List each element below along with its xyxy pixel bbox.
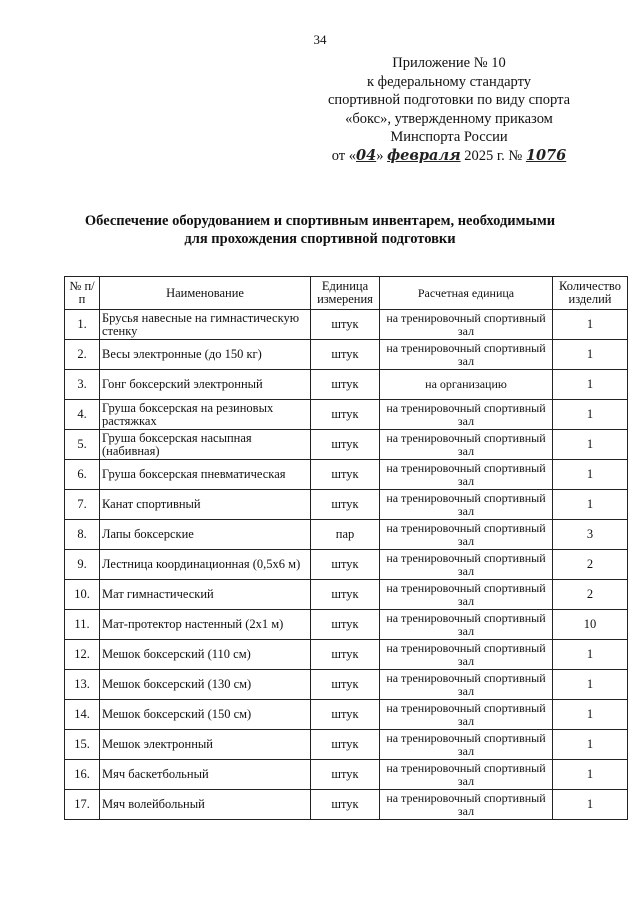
cell-num: 15. [65, 730, 100, 760]
cell-qty: 2 [553, 550, 628, 580]
cell-num: 1. [65, 310, 100, 340]
header-calc: Расчетная единица [380, 277, 553, 310]
cell-unit: штук [311, 790, 380, 820]
cell-unit: штук [311, 490, 380, 520]
header-num: № п/п [65, 277, 100, 310]
cell-calc: на тренировочный спортивный зал [380, 610, 553, 640]
table-row [65, 490, 628, 520]
table-row [65, 730, 628, 760]
cell-name: Брусья навесные на гимнастическую стенку [100, 310, 311, 340]
cell-num: 4. [65, 400, 100, 430]
cell-unit: штук [311, 580, 380, 610]
cell-qty: 1 [553, 640, 628, 670]
title-line-1: Обеспечение оборудованием и спортивным инвентарем, необходимыми [84, 213, 556, 229]
handwritten-order-number: 1076 [525, 146, 567, 164]
table-row [65, 670, 628, 700]
cell-num: 17. [65, 790, 100, 820]
cell-name: Мешок электронный [100, 730, 311, 760]
cell-num: 11. [65, 610, 100, 640]
table-row [65, 340, 628, 370]
cell-name: Мешок боксерский (110 см) [100, 640, 311, 670]
cell-num: 2. [65, 340, 100, 370]
cell-qty: 1 [553, 340, 628, 370]
cell-unit: штук [311, 340, 380, 370]
cell-calc: на тренировочный спортивный зал [380, 430, 553, 460]
table-row [65, 760, 628, 790]
table-row [65, 430, 628, 460]
cell-qty: 1 [553, 730, 628, 760]
cell-qty: 1 [553, 670, 628, 700]
appendix-line: «бокс», утвержденному приказом [345, 110, 553, 127]
cell-qty: 1 [553, 790, 628, 820]
cell-num: 9. [65, 550, 100, 580]
cell-qty: 1 [553, 490, 628, 520]
page-number: 34 [313, 32, 327, 47]
cell-num: 10. [65, 580, 100, 610]
handwritten-month: февраля [387, 146, 461, 164]
cell-unit: штук [311, 670, 380, 700]
cell-calc: на тренировочный спортивный зал [380, 640, 553, 670]
cell-calc: на тренировочный спортивный зал [380, 790, 553, 820]
cell-num: 14. [65, 700, 100, 730]
cell-unit: штук [311, 310, 380, 340]
cell-calc: на тренировочный спортивный зал [380, 460, 553, 490]
cell-name: Мат-протектор настенный (2х1 м) [100, 610, 311, 640]
handwritten-day: 04 [356, 146, 377, 164]
header-qty: Количество изделий [553, 277, 628, 310]
cell-qty: 1 [553, 460, 628, 490]
cell-unit: штук [311, 700, 380, 730]
cell-calc: на тренировочный спортивный зал [380, 730, 553, 760]
cell-qty: 10 [553, 610, 628, 640]
cell-unit: штук [311, 640, 380, 670]
table-row [65, 550, 628, 580]
cell-qty: 1 [553, 400, 628, 430]
appendix-line: спортивной подготовки по виду спорта [327, 92, 571, 108]
date-prefix: от « [331, 147, 357, 164]
cell-name: Мешок боксерский (130 см) [100, 670, 311, 700]
cell-name: Канат спортивный [100, 490, 311, 520]
cell-unit: штук [311, 460, 380, 490]
table-row [65, 400, 628, 430]
appendix-line: Минспорта России [390, 129, 508, 145]
cell-qty: 1 [553, 760, 628, 790]
cell-num: 12. [65, 640, 100, 670]
cell-unit: штук [311, 430, 380, 460]
cell-calc: на тренировочный спортивный зал [380, 400, 553, 430]
cell-qty: 1 [553, 370, 628, 400]
cell-unit: штук [311, 760, 380, 790]
cell-calc: на тренировочный спортивный зал [380, 580, 553, 610]
cell-unit: штук [311, 370, 380, 400]
table-row [65, 520, 628, 550]
cell-name: Лапы боксерские [100, 520, 311, 550]
cell-num: 8. [65, 520, 100, 550]
cell-unit: пар [311, 520, 380, 550]
table-row [65, 370, 628, 400]
cell-calc: на тренировочный спортивный зал [380, 700, 553, 730]
cell-name: Мешок боксерский (150 см) [100, 700, 311, 730]
cell-calc: на тренировочный спортивный зал [380, 760, 553, 790]
header-name: Наименование [100, 277, 311, 310]
table-row [65, 460, 628, 490]
cell-calc: на тренировочный спортивный зал [380, 490, 553, 520]
table-row [65, 610, 628, 640]
title-line-2: для прохождения спортивной подготовки [184, 231, 456, 247]
cell-name: Весы электронные (до 150 кг) [100, 340, 311, 370]
header-unit: Единица измерения [311, 277, 380, 310]
cell-calc: на тренировочный спортивный зал [380, 310, 553, 340]
cell-calc: на организацию [380, 370, 553, 400]
cell-name: Мяч баскетбольный [100, 760, 311, 790]
cell-name: Мат гимнастический [100, 580, 311, 610]
cell-unit: штук [311, 730, 380, 760]
cell-num: 5. [65, 430, 100, 460]
table-row [65, 310, 628, 340]
cell-name: Груша боксерская насыпная (набивная) [100, 430, 311, 460]
cell-unit: штук [311, 400, 380, 430]
cell-name: Груша боксерская на резиновых растяжках [100, 400, 311, 430]
cell-calc: на тренировочный спортивный зал [380, 340, 553, 370]
cell-num: 3. [65, 370, 100, 400]
equipment-table [64, 276, 628, 820]
page-title [40, 212, 600, 248]
cell-name: Гонг боксерский электронный [100, 370, 311, 400]
cell-num: 7. [65, 490, 100, 520]
cell-qty: 1 [553, 310, 628, 340]
table-row [65, 580, 628, 610]
order-date-line [314, 147, 584, 166]
cell-qty: 3 [553, 520, 628, 550]
appendix-line: Приложение № 10 [392, 55, 506, 71]
cell-unit: штук [311, 610, 380, 640]
cell-qty: 2 [553, 580, 628, 610]
cell-calc: на тренировочный спортивный зал [380, 670, 553, 700]
appendix-header [314, 54, 584, 165]
cell-unit: штук [311, 550, 380, 580]
cell-name: Мяч волейбольный [100, 790, 311, 820]
cell-num: 6. [65, 460, 100, 490]
date-year: 2025 г. № [464, 147, 523, 164]
cell-name: Лестница координационная (0,5х6 м) [100, 550, 311, 580]
cell-calc: на тренировочный спортивный зал [380, 550, 553, 580]
appendix-line: к федеральному стандарту [367, 73, 531, 90]
cell-qty: 1 [553, 430, 628, 460]
cell-calc: на тренировочный спортивный зал [380, 520, 553, 550]
table-row [65, 640, 628, 670]
table-row [65, 790, 628, 820]
cell-name: Груша боксерская пневматическая [100, 460, 311, 490]
cell-num: 13. [65, 670, 100, 700]
date-mid: » [376, 147, 384, 164]
cell-num: 16. [65, 760, 100, 790]
table-header-row [65, 277, 628, 310]
table-row [65, 700, 628, 730]
cell-qty: 1 [553, 700, 628, 730]
